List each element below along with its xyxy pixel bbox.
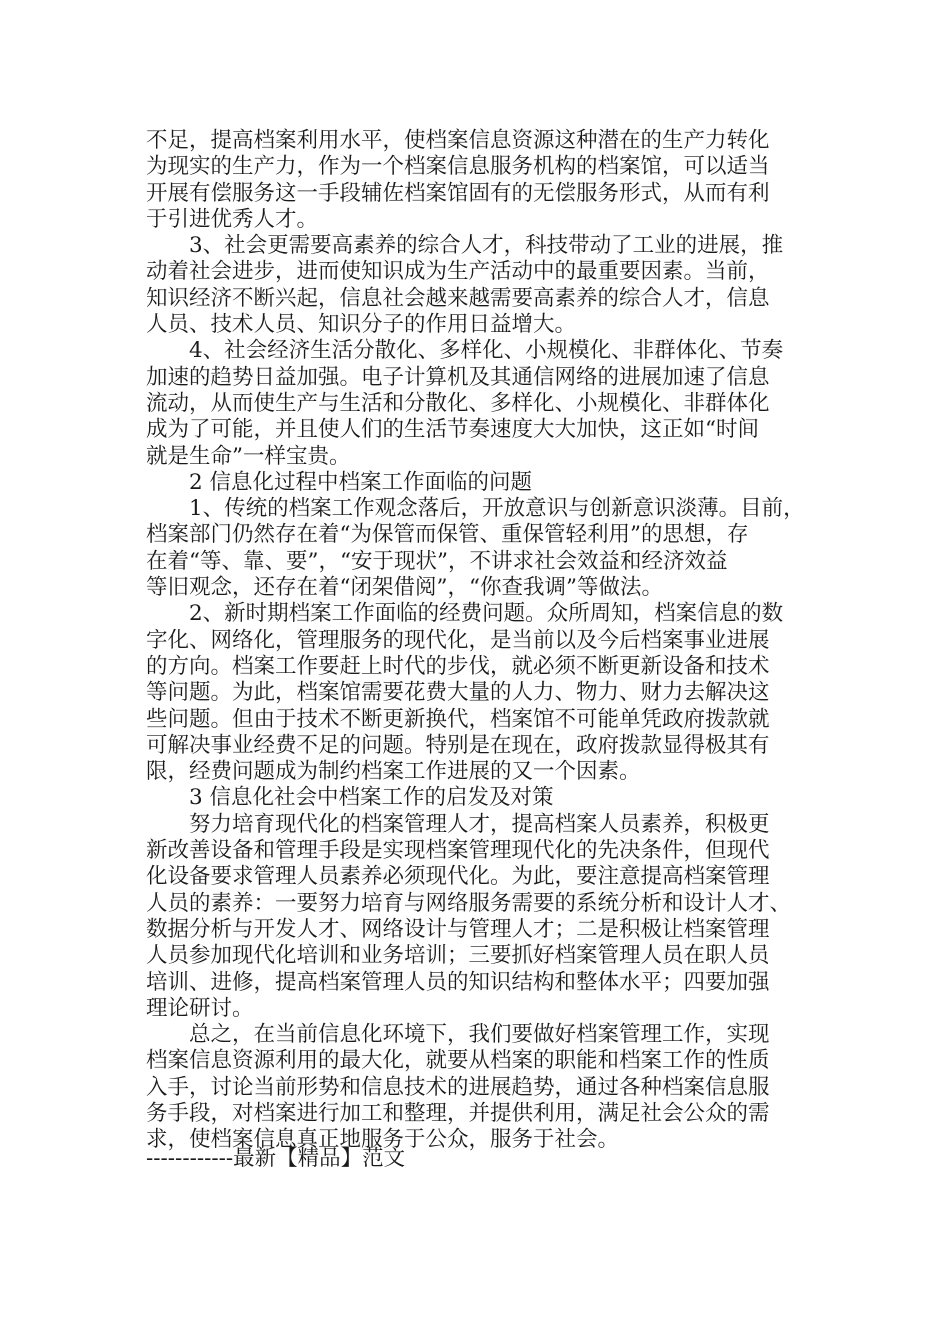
text-line: 档案部门仍然存在着“为保管而保管、重保管轻利用”的思想，存 (146, 522, 749, 548)
text-line: 新改善设备和管理手段是实现档案管理现代化的先决条件，但现代 (146, 838, 770, 864)
text-line: 于引进优秀人才。 (146, 206, 319, 232)
text-line: 为现实的生产力，作为一个档案信息服务机构的档案馆，可以适当 (146, 154, 770, 180)
text-line: 化设备要求管理人员素养必须现代化。为此，要注意提高档案管理 (146, 864, 770, 890)
text-line: 人员参加现代化培训和业务培训；三要抓好档案管理人员在职人员 (146, 943, 770, 969)
text-line: 培训、进修，提高档案管理人员的知识结构和整体水平；四要加强 (146, 969, 770, 995)
text-line: 在着“等、靠、要”，“安于现状”，不讲求社会效益和经济效益 (146, 548, 728, 574)
text-line: 档案信息资源利用的最大化，就要从档案的职能和档案工作的性质 (146, 1048, 770, 1074)
text-line: 知识经济不断兴起，信息社会越来越需要高素养的综合人才，信息 (146, 285, 770, 311)
text-line: 字化、网络化，管理服务的现代化，是当前以及今后档案事业进展 (146, 627, 770, 653)
text-line: 理论研讨。 (146, 995, 254, 1021)
footer-text: ------------最新【精品】范文 (146, 1146, 406, 1171)
document-body (146, 128, 818, 1154)
text-line: 努力培育现代化的档案管理人才，提高档案人员素养，积极更 (189, 811, 770, 837)
text-line: 人员、技术人员、知识分子的作用日益增大。 (146, 312, 577, 338)
text-line: 就是生命”一样宝贵。 (146, 443, 351, 469)
text-line: 的方向。档案工作要赶上时代的步伐，就必须不断更新设备和技术 (146, 653, 770, 679)
text-line: 4、社会经济生活分散化、多样化、小规模化、非群体化、节奏 (189, 338, 784, 364)
text-line: 不足，提高档案利用水平，使档案信息资源这种潜在的生产力转化 (146, 128, 770, 153)
text-line: 流动，从而使生产与生活和分散化、多样化、小规模化、非群体化 (146, 390, 770, 416)
section-heading: 3 信息化社会中档案工作的启发及对策 (189, 785, 554, 811)
text-line: 人员的素养：一要努力培育与网络服务需要的系统分析和设计人才、 (146, 890, 792, 916)
text-line: 求，使档案信息真正地服务于公众，服务于社会。 (146, 1127, 620, 1153)
section-heading: 2 信息化过程中档案工作面临的问题 (189, 469, 533, 495)
text-line: 开展有偿服务这一手段辅佐档案馆固有的无偿服务形式，从而有利 (146, 180, 770, 206)
text-line: 动着社会进步，进而使知识成为生产活动中的最重要因素。当前， (146, 259, 770, 285)
text-line: 可解决事业经费不足的问题。特别是在现在，政府拨款显得极其有 (146, 732, 770, 758)
text-line: 限，经费问题成为制约档案工作进展的又一个因素。 (146, 759, 641, 785)
text-line: 等旧观念，还存在着“闭架借阅”，“你查我调”等做法。 (146, 575, 663, 601)
text-line: 3、社会更需要高素养的综合人才，科技带动了工业的进展，推 (189, 233, 784, 259)
text-line: 等问题。为此，档案馆需要花费大量的人力、物力、财力去解决这 (146, 680, 770, 706)
text-line: 总之，在当前信息化环境下，我们要做好档案管理工作，实现 (189, 1022, 770, 1048)
text-line: 加速的趋势日益加强。电子计算机及其通信网络的进展加速了信息 (146, 364, 770, 390)
text-line: 1、传统的档案工作观念落后，开放意识与创新意识淡薄。目前， (189, 496, 805, 522)
text-line: 数据分析与开发人才、网络设计与管理人才；二是积极让档案管理 (146, 916, 770, 942)
text-line: 2、新时期档案工作面临的经费问题。众所周知，档案信息的数 (189, 601, 784, 627)
text-line: 成为了可能，并且使人们的生活节奏速度大大加快，这正如“时间 (146, 417, 759, 443)
text-line: 些问题。但由于技术不断更新换代，档案馆不可能单凭政府拨款就 (146, 706, 770, 732)
text-line: 入手，讨论当前形势和信息技术的进展趋势，通过各种档案信息服 (146, 1074, 770, 1100)
text-line: 务手段，对档案进行加工和整理，并提供利用，满足社会公众的需 (146, 1100, 770, 1126)
